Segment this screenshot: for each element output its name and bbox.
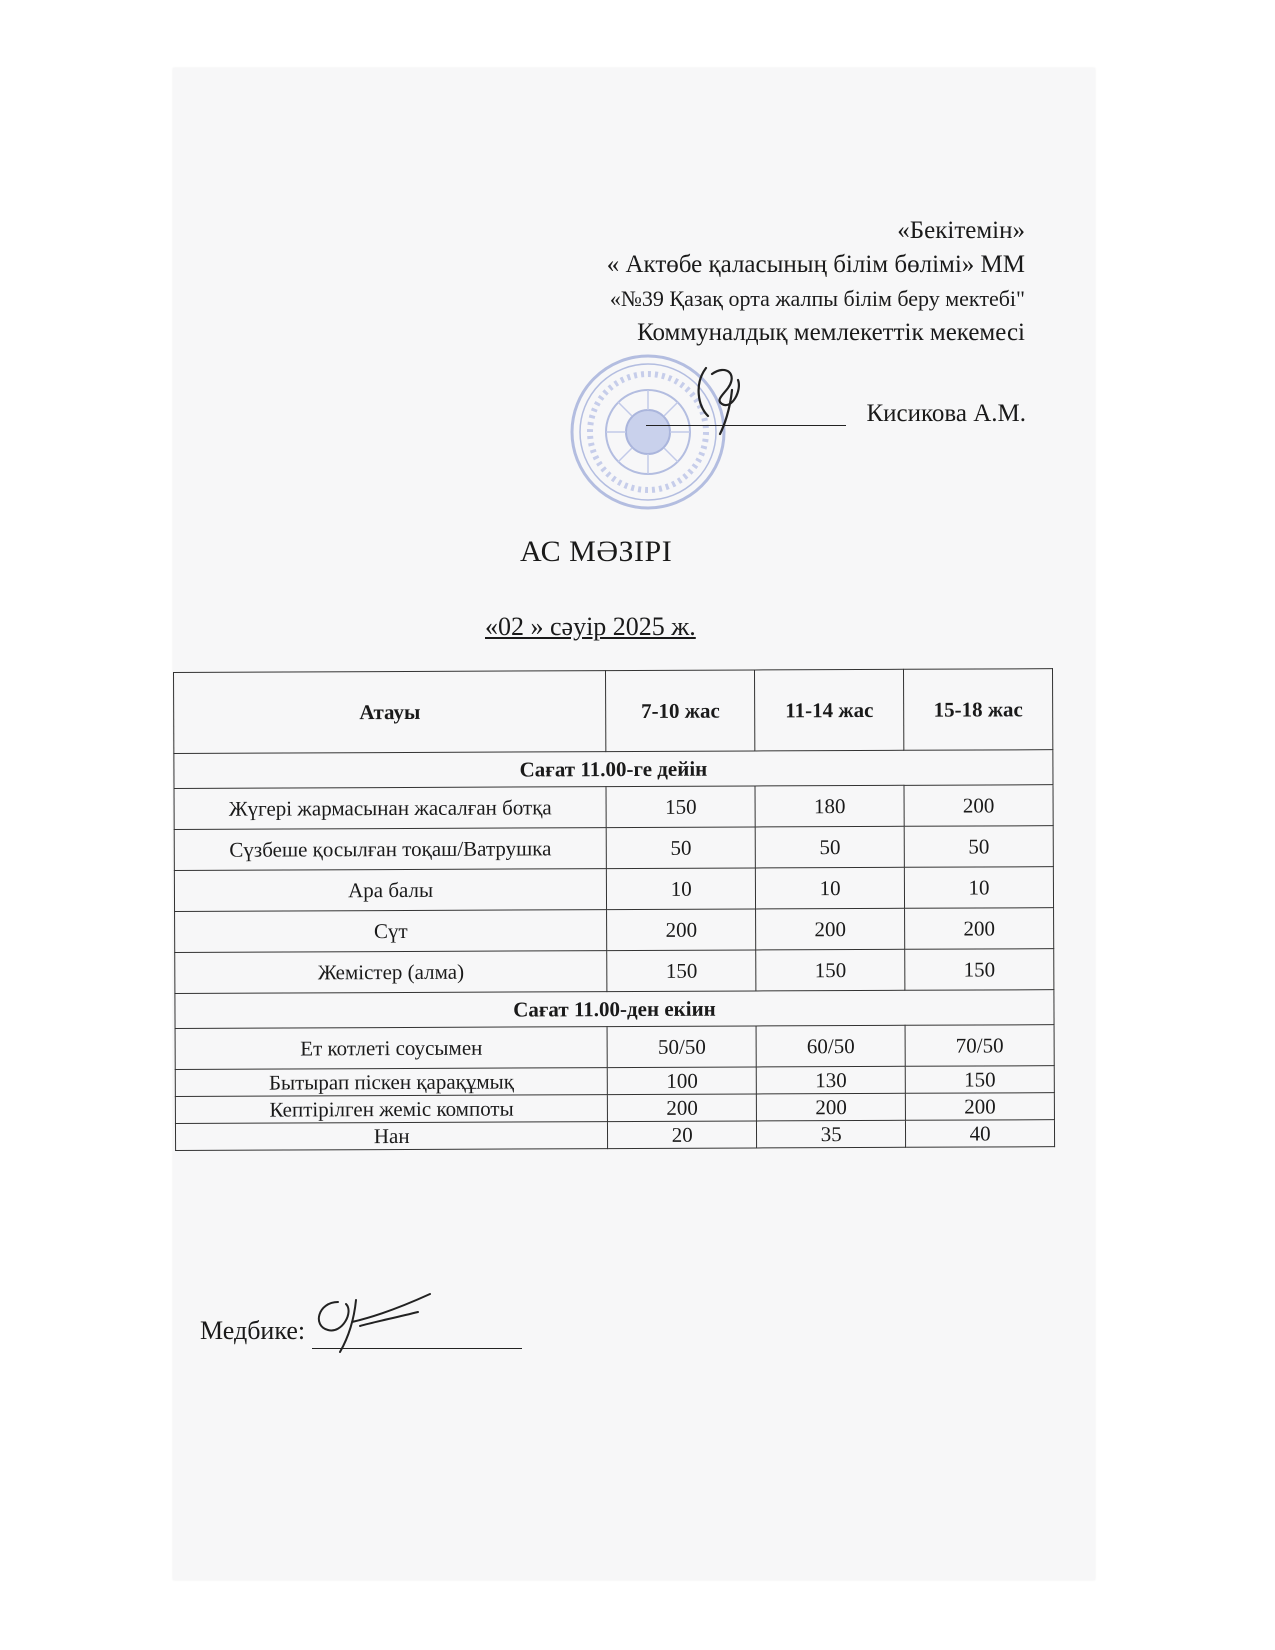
section-row-after-11 bbox=[175, 990, 1054, 1029]
portion-7-10: 10 bbox=[607, 868, 756, 910]
portion-11-14: 130 bbox=[756, 1066, 905, 1094]
table-header-row bbox=[174, 669, 1053, 754]
dish-name: Сүт bbox=[175, 910, 607, 953]
table-row bbox=[175, 1093, 1054, 1124]
director-signature-row bbox=[646, 388, 1026, 432]
signature-icon bbox=[676, 360, 766, 440]
portion-11-14: 150 bbox=[756, 949, 905, 991]
menu-date: «02 » сәуір 2025 ж. bbox=[485, 612, 696, 641]
portion-15-18: 70/50 bbox=[905, 1025, 1054, 1067]
table-row bbox=[175, 1025, 1054, 1070]
menu-table bbox=[173, 668, 1055, 1151]
portion-7-10: 200 bbox=[608, 1094, 757, 1122]
portion-15-18: 150 bbox=[905, 1066, 1054, 1094]
portion-15-18: 150 bbox=[905, 949, 1054, 991]
table-row bbox=[175, 949, 1054, 994]
column-header-age-7-10: 7-10 жас bbox=[606, 670, 755, 752]
portion-11-14: 200 bbox=[756, 908, 905, 950]
portion-15-18: 40 bbox=[906, 1120, 1055, 1148]
approval-department: « Актөбе қаласының білім бөлімі» ММ bbox=[606, 251, 1025, 278]
dish-name: Ет котлеті соусымен bbox=[175, 1027, 607, 1070]
dish-name: Жүгері жармасынан жасалған ботқа bbox=[174, 787, 606, 830]
portion-11-14: 35 bbox=[757, 1120, 906, 1148]
portion-7-10: 200 bbox=[607, 909, 756, 951]
portion-15-18: 200 bbox=[905, 1093, 1054, 1121]
portion-7-10: 50 bbox=[606, 827, 755, 869]
portion-11-14: 180 bbox=[755, 785, 904, 827]
column-header-age-15-18: 15-18 жас bbox=[904, 669, 1053, 751]
portion-7-10: 100 bbox=[608, 1067, 757, 1095]
signature-icon bbox=[298, 1282, 438, 1362]
portion-15-18: 200 bbox=[904, 785, 1053, 827]
portion-7-10: 150 bbox=[607, 950, 756, 992]
page-title: АС МӘЗІРІ bbox=[520, 535, 673, 568]
portion-7-10: 50/50 bbox=[607, 1026, 756, 1068]
portion-15-18: 200 bbox=[905, 908, 1054, 950]
table-row bbox=[175, 1120, 1054, 1151]
dish-name: Ара балы bbox=[174, 869, 606, 912]
portion-7-10: 20 bbox=[608, 1121, 757, 1149]
dish-name: Бытырап піскен қарақұмық bbox=[175, 1068, 607, 1097]
portion-11-14: 10 bbox=[756, 867, 905, 909]
dish-name: Сүзбеше қосылған тоқаш/Ватрушка bbox=[174, 828, 606, 871]
table-row bbox=[174, 826, 1053, 871]
table-row bbox=[175, 1066, 1054, 1097]
section-row-before-11 bbox=[174, 750, 1053, 789]
approval-institution: Коммуналдық мемлекеттік мекемесі bbox=[637, 319, 1025, 346]
dish-name: Кептірілген жеміс компоты bbox=[175, 1095, 607, 1124]
nurse-label: Медбике: bbox=[200, 1316, 306, 1345]
portion-11-14: 60/50 bbox=[756, 1025, 905, 1067]
table-row bbox=[174, 867, 1053, 912]
signer-name: Кисикова А.М. bbox=[866, 400, 1026, 427]
portion-7-10: 150 bbox=[606, 786, 755, 828]
approval-heading: «Бекітемін» bbox=[897, 217, 1025, 244]
table-row bbox=[174, 785, 1053, 830]
portion-15-18: 10 bbox=[904, 867, 1053, 909]
portion-15-18: 50 bbox=[904, 826, 1053, 868]
section-label: Сағат 11.00-ден екіин bbox=[175, 990, 1054, 1029]
dish-name: Нан bbox=[175, 1122, 607, 1151]
section-label: Сағат 11.00-ге дейін bbox=[174, 750, 1053, 789]
dish-name: Жемістер (алма) bbox=[175, 951, 607, 994]
portion-11-14: 50 bbox=[755, 826, 904, 868]
column-header-name: Атауы bbox=[174, 671, 607, 754]
approval-block bbox=[607, 214, 1025, 350]
table-row bbox=[175, 908, 1054, 953]
column-header-age-11-14: 11-14 жас bbox=[755, 669, 904, 751]
approval-school: «№39 Қазақ орта жалпы білім беру мектебі" bbox=[609, 286, 1025, 311]
portion-11-14: 200 bbox=[757, 1093, 906, 1121]
